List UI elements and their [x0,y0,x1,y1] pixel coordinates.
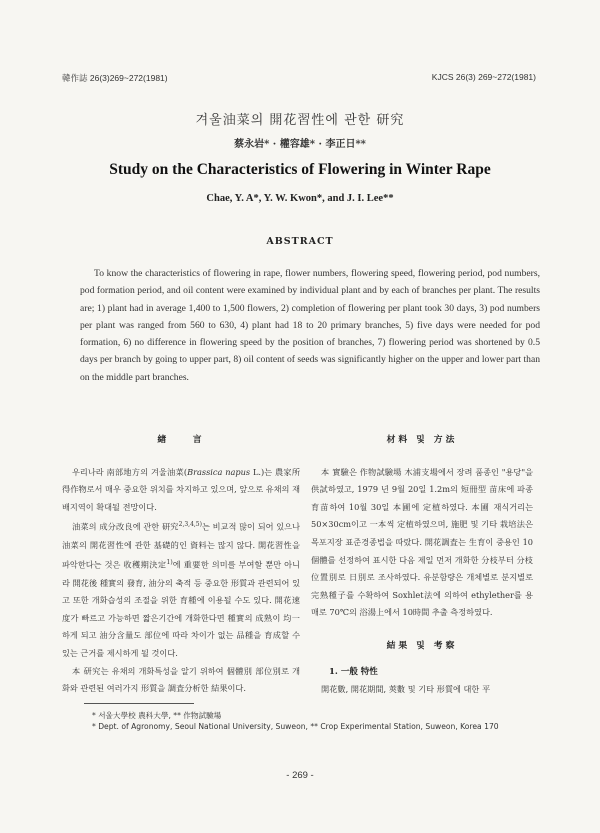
abstract-text: To know the characteristics of flowering in rape, flower numbers, flowering speed, flowering period, pod numbers, pod formation period, and oil content were examined by individual plant and by each of branches per plant. The results are; 1) plant had in average 1,400 to 1,500 flowers, 2) completion of flowering per plant took 30 days, 3) pod numbers per plant was ranged from 560 to 630, 4) plant had 18 to 20 primary branches, 5) five days were needed for pod formation, 6) no difference in flowering speed by the position of branches, 7) flowering period was shortened by 0.5 days per branch by going to upper part, 8) oil content of seeds was significantly higher on the upper and lower part than on the middle part branches. [80,268,540,383]
text-segment: L.)는 農家所得作物로서 매우 중요한 위치를 차지하고 있으며, 앞으로 유채의 재배지역이 확대될 전망이다. [62,466,301,512]
footnotes [92,710,532,732]
journal-citation-korean: 韓作誌 26(3)269~272(1981) [62,73,168,83]
results-subheading: 1. 一般 特性 [329,666,378,677]
introduction-paragraph-1 [62,464,300,517]
citation-ref: 2,3,4,5) [178,521,202,529]
text-segment: 에 重要한 의미를 부여할 뿐만 아니라 開花後 種實의 發育, 油分의 축적 등 중요한 形質과 관련되어 있고 또한 개화습성의 조절을 위한 育種에 이용될 수도 있다. 開花速度가 빠르고 가능하면 짧은기간에 개화한다면 種實의 成熟이 均一하게 되고 油分含量도 部位에 따라 차이가 없는 品種을 育成할 수 있는 근거를 제시하게 될 것이다. [62,560,300,658]
introduction-paragraph-2 [62,516,300,662]
journal-citation-english: KJCS 26(3) 269~272(1981) [431,72,536,82]
methods-heading: 材料 및 方法 [386,435,458,445]
title-english: Study on the Characteristics of Flowering in Winter Rape [109,161,491,178]
text-segment: 우리나라 南部地方의 겨울油菜( [72,466,188,477]
footnote-affiliation-korean: * 서울大學校 農科大學, ** 作物試驗場 [92,711,222,720]
introduction-paragraph-3: 本 研究는 유채의 개화특성을 알기 위하여 個體別 部位別로 개화와 관련된 여러가지 形質을 調査分析한 結果이다. [62,665,300,694]
introduction-heading: 緖 言 [157,435,205,445]
page-number: - 269 - [286,770,314,781]
results-heading: 結果 및 考察 [386,640,458,651]
introduction-column [62,432,300,698]
results-paragraph: 開花數, 開花期間, 莢數 및 기타 形質에 대한 平 [321,684,491,695]
text-segment: 油菜의 成分改良에 관한 研究 [72,522,179,533]
authors-korean: 蔡永岩* · 權容雄* · 李正日** [234,139,366,150]
citation-ref: 1) [166,559,173,567]
authors-english: Chae, Y. A*, Y. W. Kwon*, and J. I. Lee** [206,193,394,204]
methods-paragraph: 本 實驗은 作物試驗場 木浦支場에서 장려 품종인 "용당"을 供試하였고, 1979 년 9월 20일 1.2m의 短冊型 苗床에 파종 育苗하여 10월 30일 本圃에 定植하였다. 本圃 재식거리는 50×30cm이고 一本씩 定植하였으며, 施肥 및 기타 栽培法은 목포지장 표준경종법을 따랐다. 開花調査는 生育이 중용인 10 個體를 선정하여 표시한 다음 제일 먼저 개화한 分枝부터 分枝 位置別로 日別로 조사하였다. 유분함량은 개체별로 분지별로 完熟種子를 수확하여 Soxhlet法에 의하여 ethylether를 용매로 70℃의 浴湯上에서 10時間 추출 측정하였다. [311,466,533,618]
methods-results-column [311,432,533,699]
species-name: Brassica napus [187,466,251,477]
title-korean: 겨울油菜의 開花習性에 관한 研究 [195,113,405,128]
footnote-affiliation-english: * Dept. of Agronomy, Seoul National University, Suweon, ** Crop Experimental Station, Suweon, Korea 170 [92,722,499,731]
abstract-heading: ABSTRACT [266,236,334,247]
footnote-divider [84,703,194,704]
text-segment: 는 비교적 많이 되어 있으나 油菜의 開花習性에 관한 基礎的인 資料는 많지 않다. 開花習性을 파악한다는 것은 收穫期決定 [62,522,300,571]
